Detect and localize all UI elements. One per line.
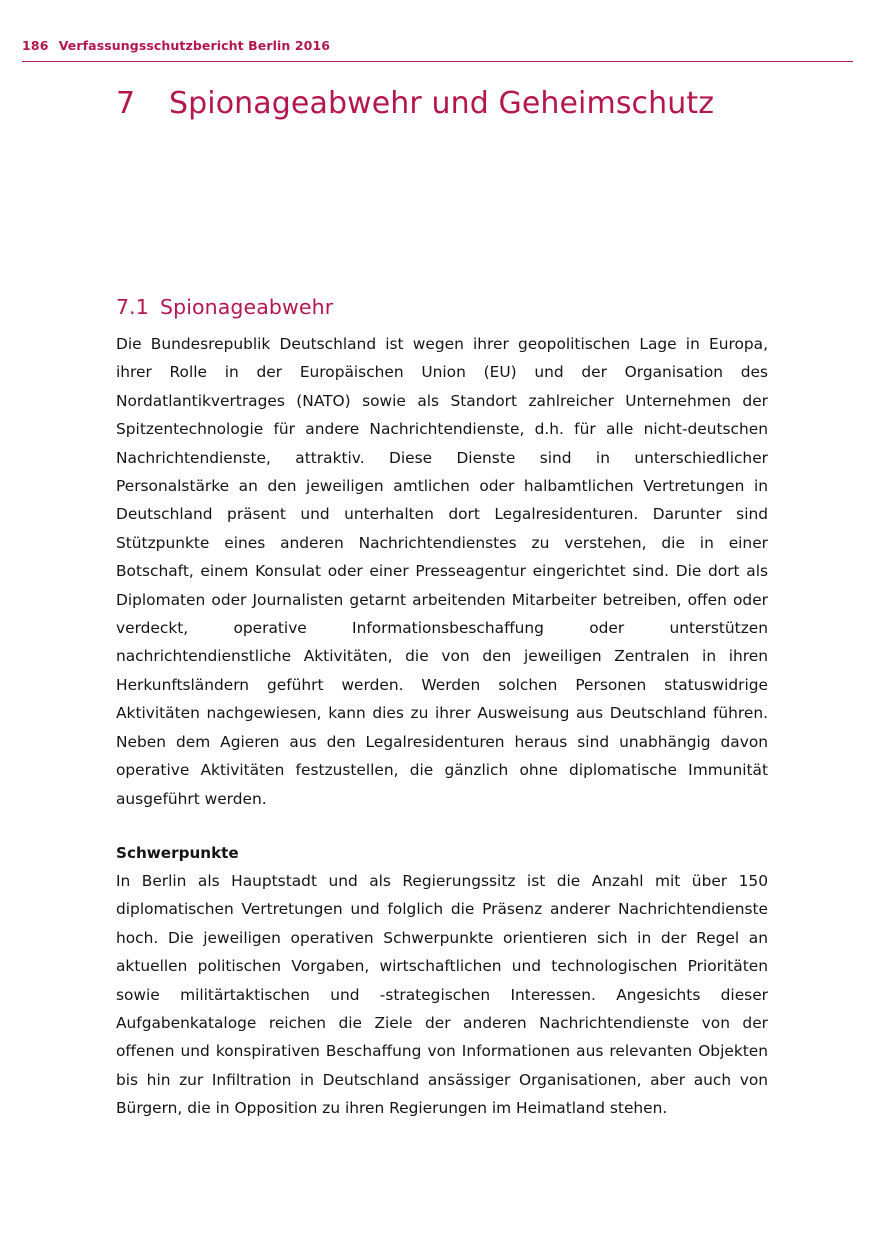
subsection-heading: Schwerpunkte: [116, 843, 239, 862]
subsection-paragraph: In Berlin als Hauptstadt und als Regierungssitz ist die Anzahl mit über 150 diplomatischen Vertretungen und folglich die Präsenz anderer Nachrichtendienste hoch. Die jeweiligen operativen Schwerpunkte orientieren sich in der Regel an aktuellen politischen Vorgaben, wirtschaftlichen und technologischen Prioritäten sowie militärtaktischen und -strategischen Interessen. Angesichts dieser Aufgabenkataloge reichen die Ziele der anderen Nachrichtendienste von der offenen und konspirativen Beschaffung von Informationen aus relevanten Objekten bis hin zur Infiltration in Deutschland ansässiger Organisationen, aber auch von Bürgern, die in Opposition zu ihren Regierungen im Heimatland stehen.: [116, 871, 768, 1118]
header-title: Verfassungsschutzbericht Berlin 2016: [58, 38, 331, 53]
page-number: 186: [22, 38, 49, 53]
chapter-number: 7: [116, 86, 136, 121]
section-heading: [116, 295, 768, 319]
page-body: [116, 295, 768, 1123]
chapter-heading: [116, 86, 785, 121]
header-divider: [22, 61, 853, 62]
running-header: [22, 38, 853, 53]
section-number: 7.1: [116, 295, 149, 319]
section-paragraph: Die Bundesrepublik Deutschland ist wegen ihrer geopolitischen Lage in Europa, ihrer Rolle in der Europäischen Union (EU) und der Organisation des Nordatlantikvertrages (NATO) sowie als Standort zahlreicher Unternehmen der Spitzentechnologie für andere Nachrichtendienste, d.h. für alle nicht-deutschen Nachrichtendienste, attraktiv. Diese Dienste sind in unterschiedlicher Personalstärke an den jeweiligen amtlichen oder halbamtlichen Vertretungen in Deutschland präsent und unterhalten dort Legalresidenturen. Darunter sind Stützpunkte eines anderen Nachrichtendienstes zu verstehen, die in einer Botschaft, einem Konsulat oder einer Presseagentur eingerichtet sind. Die dort als Diplomaten oder Journalisten getarnt arbeitenden Mitarbeiter betreiben, offen oder verdeckt, operative Informationsbeschaffung oder unterstützen nachrichtendienstliche Aktivitäten, die von den jeweiligen Zentralen in ihren Herkunftsländern geführt werden. Werden solchen Personen statuswidrige Aktivitäten nachgewiesen, kann dies zu ihrer Ausweisung aus Deutschland führen. Neben dem Agieren aus den Legalresidenturen heraus sind unabhängig davon operative Aktivitäten festzustellen, die gänzlich ohne diplomatische Immunität ausgeführt werden.: [116, 335, 768, 808]
section-title: Spionageabwehr: [160, 295, 334, 319]
chapter-title: Spionageabwehr und Geheimschutz: [169, 86, 715, 121]
